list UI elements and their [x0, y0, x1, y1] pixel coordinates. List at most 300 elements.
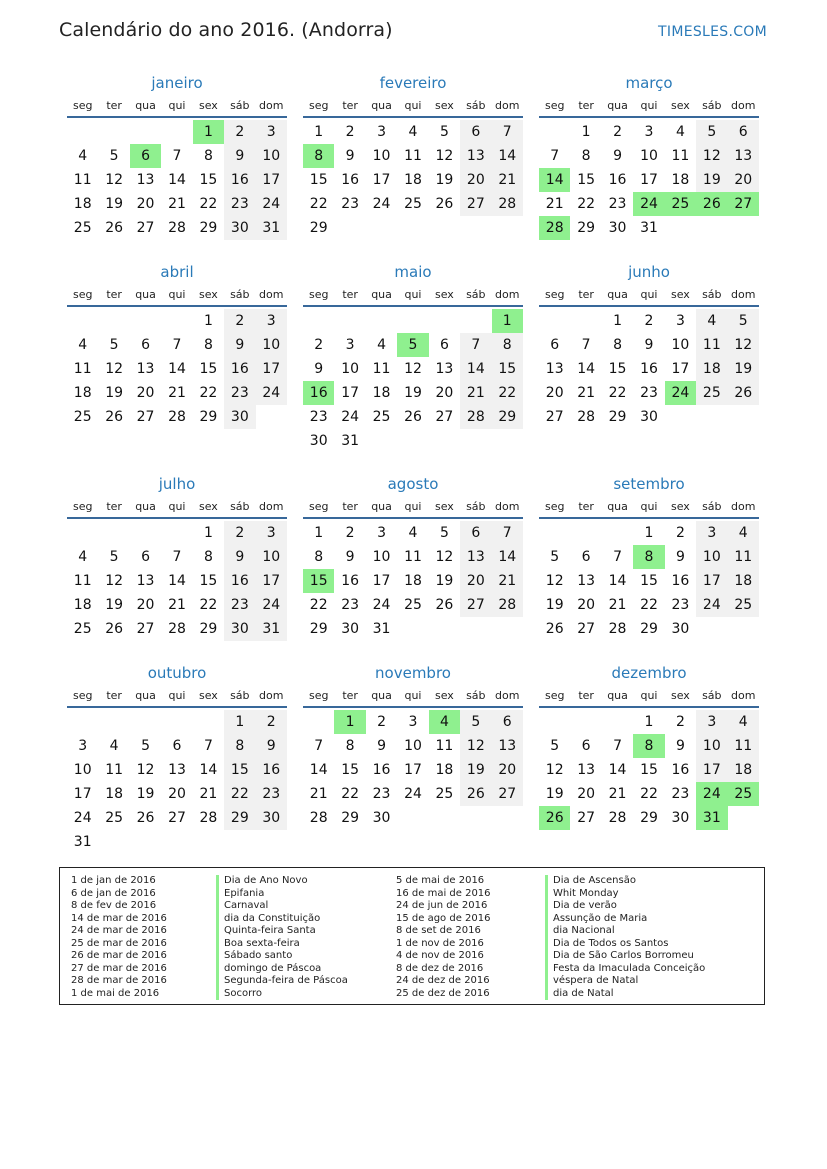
- day-cell: 14: [492, 144, 523, 168]
- day-cell: 17: [372, 172, 391, 188]
- weekday-label: sex: [670, 98, 690, 112]
- day-cell: 12: [460, 734, 491, 758]
- day-cell: 16: [372, 762, 391, 778]
- day-cell: 1: [581, 124, 591, 140]
- empty-cell: [460, 309, 491, 333]
- day-cell: 8: [613, 337, 623, 353]
- weekday-label: dom: [731, 98, 756, 112]
- weekday-label: seg: [72, 688, 93, 702]
- weekday-header: [303, 94, 523, 118]
- day-cell: 21: [492, 168, 523, 192]
- day-cell: 3: [256, 309, 287, 333]
- weekday-label: dom: [259, 499, 284, 513]
- day-cell: 27: [435, 409, 454, 425]
- day-cell: 9: [345, 549, 355, 565]
- day-cell: 13: [136, 172, 155, 188]
- holiday-day-cell: 31: [696, 806, 727, 830]
- weekday-label: dom: [731, 287, 756, 301]
- day-cell: 10: [256, 545, 287, 569]
- day-cell: 29: [199, 409, 218, 425]
- holiday-date: 8 de dez de 2016: [396, 962, 484, 974]
- weekday-label: sex: [198, 688, 218, 702]
- month-dezembro: [539, 662, 759, 830]
- weekday-label: dom: [259, 98, 284, 112]
- holiday-date: 24 de mar de 2016: [71, 925, 167, 936]
- day-cell: 4: [675, 124, 685, 140]
- day-cell: 18: [372, 385, 391, 401]
- day-cell: 19: [545, 597, 564, 613]
- day-cell: 26: [435, 196, 454, 212]
- day-cell: 19: [696, 168, 727, 192]
- day-cell: 7: [581, 337, 591, 353]
- day-cell: 27: [545, 409, 564, 425]
- day-cell: 5: [550, 549, 560, 565]
- day-cell: 19: [105, 385, 124, 401]
- day-cell: 4: [78, 148, 88, 164]
- day-cell: 10: [372, 148, 391, 164]
- weekday-label: qui: [168, 688, 186, 702]
- day-cell: 19: [404, 385, 422, 401]
- day-cell: 5: [439, 124, 449, 140]
- day-cell: 17: [256, 168, 287, 192]
- day-cell: 30: [224, 617, 255, 641]
- empty-cell: [429, 309, 460, 333]
- day-cell: 19: [136, 786, 155, 802]
- day-cell: 11: [696, 333, 727, 357]
- weekday-label: sex: [434, 688, 454, 702]
- holiday-date: 14 de mar de 2016: [71, 912, 167, 924]
- day-cell: 29: [199, 220, 218, 236]
- day-grid: [539, 521, 759, 641]
- holiday-date: 5 de mai de 2016: [396, 875, 485, 886]
- holiday-day-cell: 16: [303, 381, 334, 405]
- weekday-label: qua: [371, 98, 392, 112]
- day-cell: 20: [460, 168, 491, 192]
- weekday-label: qui: [168, 499, 186, 513]
- day-cell: 10: [256, 333, 287, 357]
- holiday-dates-col-1: [71, 875, 167, 1000]
- day-cell: 20: [577, 786, 596, 802]
- holiday-date: 24 de dez de 2016: [396, 975, 490, 986]
- day-cell: 7: [314, 738, 324, 754]
- day-cell: 15: [224, 758, 255, 782]
- weekday-label: ter: [342, 287, 358, 301]
- holiday-day-cell: 1: [193, 120, 224, 144]
- day-grid: [67, 521, 287, 641]
- month-name: janeiro: [151, 74, 203, 92]
- day-cell: 24: [341, 409, 360, 425]
- month-name: abril: [160, 263, 194, 281]
- month-name: maio: [394, 263, 432, 281]
- weekday-header: [67, 684, 287, 708]
- holiday-name: véspera de Natal: [545, 975, 705, 988]
- day-cell: 22: [199, 196, 218, 212]
- day-cell: 23: [671, 597, 690, 613]
- day-cell: 22: [309, 196, 328, 212]
- holiday-date: 8 de set de 2016: [396, 925, 481, 936]
- holiday-date: 28 de mar de 2016: [71, 975, 167, 986]
- empty-cell: [397, 309, 428, 333]
- day-cell: 1: [314, 124, 324, 140]
- weekday-label: sáb: [466, 98, 486, 112]
- month-name: dezembro: [611, 664, 687, 682]
- holiday-date: 16 de mai de 2016: [396, 887, 491, 899]
- month-name: setembro: [613, 475, 685, 493]
- holiday-name: Boa sexta-feira: [216, 938, 348, 951]
- weekday-label: dom: [731, 688, 756, 702]
- day-cell: 26: [460, 782, 491, 806]
- day-cell: 29: [309, 220, 328, 236]
- day-cell: 7: [613, 738, 623, 754]
- day-cell: 20: [545, 385, 564, 401]
- day-cell: 28: [577, 409, 596, 425]
- weekday-label: qui: [640, 287, 658, 301]
- holiday-day-cell: 8: [633, 734, 664, 758]
- day-cell: 4: [728, 521, 759, 545]
- day-cell: 28: [492, 192, 523, 216]
- empty-cell: [539, 521, 570, 545]
- month-março: [539, 72, 759, 240]
- weekday-header: [539, 495, 759, 519]
- day-cell: 5: [109, 549, 119, 565]
- day-cell: 7: [460, 333, 491, 357]
- day-cell: 31: [73, 834, 92, 850]
- day-cell: 7: [492, 521, 523, 545]
- day-cell: 28: [168, 220, 186, 236]
- empty-cell: [98, 120, 129, 144]
- day-cell: 16: [671, 573, 690, 589]
- day-cell: 12: [435, 549, 454, 565]
- day-cell: 26: [105, 409, 124, 425]
- day-cell: 11: [404, 549, 422, 565]
- holiday-name: Dia de São Carlos Borromeu: [545, 950, 705, 963]
- empty-cell: [539, 120, 570, 144]
- day-cell: 17: [640, 172, 658, 188]
- weekday-label: seg: [308, 98, 329, 112]
- day-cell: 22: [309, 597, 328, 613]
- day-cell: 18: [404, 172, 422, 188]
- day-cell: 9: [675, 738, 685, 754]
- day-cell: 20: [136, 597, 155, 613]
- weekday-label: seg: [544, 499, 565, 513]
- holiday-date: 26 de mar de 2016: [71, 950, 167, 961]
- holiday-date: 1 de jan de 2016: [71, 875, 156, 886]
- day-cell: 14: [492, 545, 523, 569]
- day-cell: 6: [439, 337, 449, 353]
- month-abril: [67, 261, 287, 429]
- day-cell: 30: [671, 621, 690, 637]
- weekday-label: ter: [578, 499, 594, 513]
- holiday-day-cell: 15: [303, 569, 334, 593]
- weekday-label: ter: [342, 98, 358, 112]
- month-outubro: [67, 662, 287, 854]
- day-cell: 11: [73, 172, 92, 188]
- weekday-label: qui: [404, 688, 422, 702]
- day-cell: 24: [256, 381, 287, 405]
- day-cell: 26: [105, 220, 124, 236]
- weekday-label: ter: [342, 499, 358, 513]
- day-cell: 20: [728, 168, 759, 192]
- weekday-label: seg: [544, 287, 565, 301]
- day-cell: 19: [105, 597, 124, 613]
- day-cell: 21: [168, 196, 186, 212]
- empty-cell: [602, 710, 633, 734]
- day-cell: 1: [613, 313, 623, 329]
- holiday-names-col-2: [545, 875, 705, 1000]
- weekday-label: qui: [404, 98, 422, 112]
- day-cell: 3: [675, 313, 685, 329]
- day-cell: 27: [577, 810, 596, 826]
- holiday-date: 15 de ago de 2016: [396, 912, 491, 924]
- day-grid: [303, 710, 523, 830]
- day-cell: 12: [105, 172, 124, 188]
- weekday-header: [303, 283, 523, 307]
- day-cell: 20: [492, 758, 523, 782]
- weekday-label: sáb: [230, 499, 250, 513]
- day-cell: 10: [640, 148, 658, 164]
- weekday-label: qua: [607, 499, 628, 513]
- day-grid: [303, 120, 523, 240]
- day-cell: 15: [577, 172, 596, 188]
- day-cell: 13: [168, 762, 186, 778]
- day-cell: 25: [73, 621, 92, 637]
- weekday-label: qua: [371, 287, 392, 301]
- month-agosto: [303, 473, 523, 641]
- holiday-date: 25 de mar de 2016: [71, 937, 167, 949]
- day-cell: 21: [199, 786, 218, 802]
- day-cell: 14: [577, 361, 596, 377]
- day-cell: 18: [696, 357, 727, 381]
- weekday-label: sex: [198, 287, 218, 301]
- day-cell: 31: [372, 621, 391, 637]
- day-cell: 2: [675, 525, 685, 541]
- empty-cell: [570, 521, 601, 545]
- day-cell: 28: [309, 810, 328, 826]
- day-cell: 18: [435, 762, 454, 778]
- day-cell: 28: [460, 405, 491, 429]
- empty-cell: [161, 521, 192, 545]
- day-cell: 10: [404, 738, 422, 754]
- day-cell: 3: [408, 714, 418, 730]
- empty-cell: [67, 309, 98, 333]
- day-cell: 30: [224, 216, 255, 240]
- weekday-label: sáb: [230, 287, 250, 301]
- day-cell: 9: [644, 337, 654, 353]
- day-cell: 6: [460, 120, 491, 144]
- day-cell: 17: [696, 569, 727, 593]
- day-cell: 26: [728, 381, 759, 405]
- day-cell: 29: [577, 220, 596, 236]
- day-cell: 2: [675, 714, 685, 730]
- day-cell: 23: [640, 385, 658, 401]
- day-cell: 11: [404, 148, 422, 164]
- day-cell: 19: [435, 573, 454, 589]
- day-cell: 21: [168, 597, 186, 613]
- day-cell: 14: [608, 573, 627, 589]
- holiday-date: 8 de fev de 2016: [71, 900, 157, 911]
- day-cell: 14: [309, 762, 328, 778]
- day-cell: 11: [671, 148, 690, 164]
- holiday-date: 1 de nov de 2016: [396, 937, 484, 949]
- empty-cell: [161, 710, 192, 734]
- day-cell: 18: [73, 196, 92, 212]
- weekday-label: qua: [135, 499, 156, 513]
- day-cell: 24: [372, 196, 391, 212]
- day-cell: 8: [492, 333, 523, 357]
- day-cell: 5: [141, 738, 151, 754]
- weekday-label: ter: [106, 98, 122, 112]
- day-cell: 8: [203, 148, 213, 164]
- day-cell: 25: [105, 810, 124, 826]
- day-cell: 22: [199, 385, 218, 401]
- weekday-label: qua: [607, 287, 628, 301]
- month-name: agosto: [387, 475, 439, 493]
- day-cell: 27: [460, 593, 491, 617]
- day-cell: 30: [309, 433, 328, 449]
- weekday-label: dom: [259, 287, 284, 301]
- weekday-label: qui: [404, 287, 422, 301]
- day-cell: 16: [640, 361, 658, 377]
- day-cell: 9: [224, 144, 255, 168]
- day-cell: 11: [372, 361, 391, 377]
- day-cell: 28: [492, 593, 523, 617]
- day-cell: 17: [671, 361, 690, 377]
- day-cell: 14: [608, 762, 627, 778]
- empty-cell: [334, 309, 365, 333]
- day-cell: 9: [345, 148, 355, 164]
- day-cell: 24: [404, 786, 422, 802]
- day-cell: 24: [372, 597, 391, 613]
- weekday-label: sáb: [702, 98, 722, 112]
- day-cell: 7: [492, 120, 523, 144]
- day-cell: 12: [105, 361, 124, 377]
- empty-cell: [98, 521, 129, 545]
- day-cell: 24: [696, 593, 727, 617]
- day-cell: 30: [671, 810, 690, 826]
- brand-link[interactable]: TIMESLES.COM: [658, 24, 767, 40]
- day-cell: 14: [168, 172, 186, 188]
- weekday-label: sáb: [230, 98, 250, 112]
- day-cell: 27: [136, 621, 155, 637]
- weekday-label: dom: [259, 688, 284, 702]
- day-cell: 16: [224, 168, 255, 192]
- month-name: julho: [158, 475, 196, 493]
- empty-cell: [570, 710, 601, 734]
- day-cell: 4: [696, 309, 727, 333]
- day-cell: 10: [696, 734, 727, 758]
- empty-cell: [570, 309, 601, 333]
- day-cell: 17: [696, 758, 727, 782]
- day-cell: 15: [199, 361, 218, 377]
- day-cell: 21: [309, 786, 328, 802]
- day-cell: 16: [256, 758, 287, 782]
- day-cell: 11: [73, 573, 92, 589]
- day-cell: 6: [581, 738, 591, 754]
- day-cell: 12: [404, 361, 422, 377]
- day-cell: 2: [256, 710, 287, 734]
- holiday-day-cell: 5: [397, 333, 428, 357]
- weekday-label: sex: [670, 287, 690, 301]
- weekday-label: ter: [106, 499, 122, 513]
- day-cell: 5: [696, 120, 727, 144]
- day-cell: 25: [372, 409, 391, 425]
- holiday-date: 27 de mar de 2016: [71, 962, 167, 974]
- day-cell: 2: [224, 521, 255, 545]
- day-cell: 16: [671, 762, 690, 778]
- weekday-label: sáb: [230, 688, 250, 702]
- weekday-label: qua: [607, 98, 628, 112]
- day-cell: 4: [728, 710, 759, 734]
- day-cell: 31: [256, 216, 287, 240]
- day-cell: 3: [644, 124, 654, 140]
- weekday-label: qua: [607, 688, 628, 702]
- day-cell: 1: [203, 313, 213, 329]
- day-cell: 27: [460, 192, 491, 216]
- empty-cell: [539, 309, 570, 333]
- weekday-label: sex: [434, 287, 454, 301]
- day-cell: 18: [671, 172, 690, 188]
- holiday-dates-col-2: [396, 875, 491, 1000]
- weekday-label: ter: [578, 688, 594, 702]
- holiday-day-cell: 8: [633, 545, 664, 569]
- day-cell: 3: [345, 337, 355, 353]
- holiday-name: Dia de Ano Novo: [216, 875, 348, 888]
- day-cell: 4: [78, 549, 88, 565]
- day-cell: 9: [314, 361, 324, 377]
- day-cell: 19: [460, 758, 491, 782]
- weekday-label: sex: [434, 499, 454, 513]
- empty-cell: [602, 521, 633, 545]
- day-cell: 13: [136, 573, 155, 589]
- day-cell: 29: [341, 810, 360, 826]
- weekday-label: dom: [731, 499, 756, 513]
- day-cell: 9: [675, 549, 685, 565]
- day-cell: 6: [581, 549, 591, 565]
- day-cell: 7: [203, 738, 213, 754]
- holiday-list: [59, 867, 765, 1005]
- day-cell: 15: [492, 357, 523, 381]
- day-cell: 18: [73, 385, 92, 401]
- weekday-label: sáb: [466, 688, 486, 702]
- weekday-header: [303, 684, 523, 708]
- day-cell: 19: [435, 172, 454, 188]
- weekday-header: [539, 283, 759, 307]
- day-cell: 10: [73, 762, 92, 778]
- day-cell: 26: [105, 621, 124, 637]
- day-cell: 24: [73, 810, 92, 826]
- day-cell: 10: [256, 144, 287, 168]
- day-cell: 22: [492, 381, 523, 405]
- holiday-day-cell: 24: [665, 381, 696, 405]
- day-cell: 23: [372, 786, 391, 802]
- day-cell: 5: [728, 309, 759, 333]
- weekday-label: seg: [544, 688, 565, 702]
- empty-cell: [130, 309, 161, 333]
- day-cell: 25: [73, 409, 92, 425]
- day-cell: 3: [696, 521, 727, 545]
- holiday-name: domingo de Páscoa: [216, 963, 348, 976]
- holiday-name: Segunda-feira de Páscoa: [216, 975, 348, 988]
- weekday-label: sex: [198, 499, 218, 513]
- day-cell: 12: [435, 148, 454, 164]
- empty-cell: [130, 710, 161, 734]
- day-cell: 18: [105, 786, 124, 802]
- day-cell: 25: [435, 786, 454, 802]
- holiday-date: 25 de dez de 2016: [396, 987, 490, 999]
- day-cell: 15: [309, 172, 328, 188]
- month-novembro: [303, 662, 523, 830]
- day-cell: 24: [256, 593, 287, 617]
